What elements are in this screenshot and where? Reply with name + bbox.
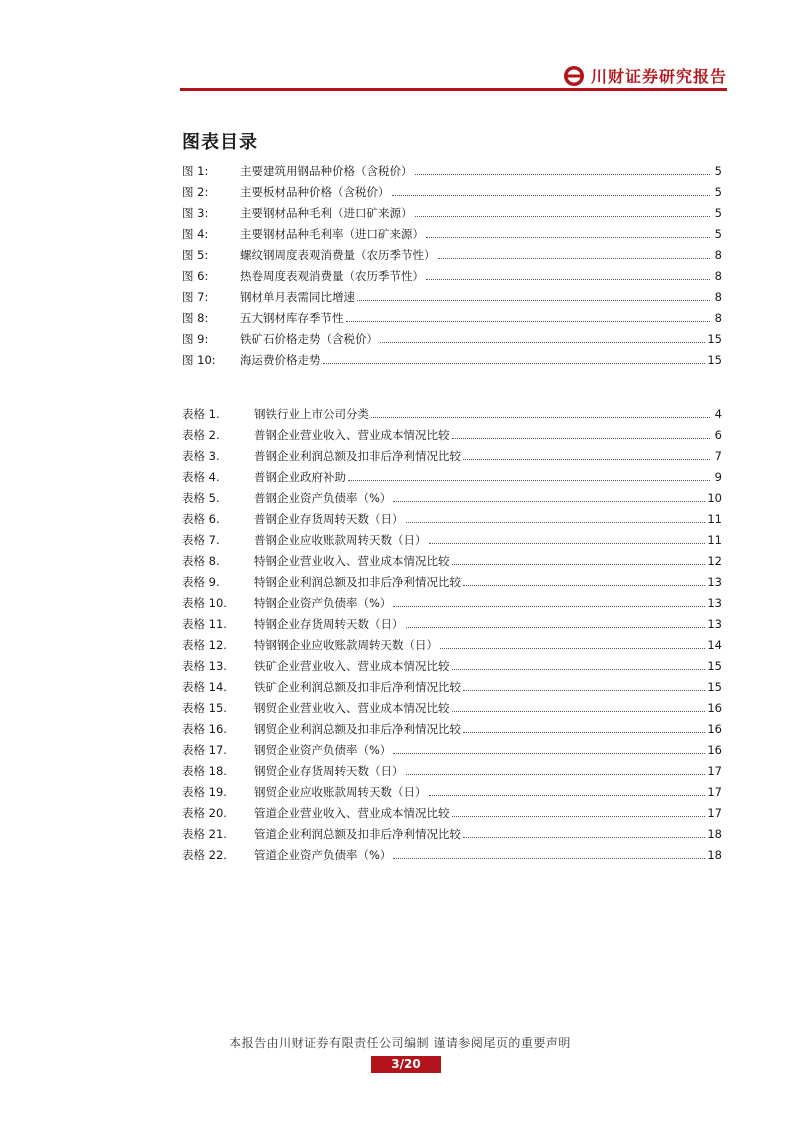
entry-page-number: 8 <box>714 310 722 325</box>
entry-label: 表格 10. <box>182 595 227 610</box>
dot-leader <box>438 258 711 259</box>
table-entry[interactable] <box>182 403 722 424</box>
entry-title: 钢贸企业存货周转天数（日） <box>254 763 404 778</box>
entry-label: 表格 8. <box>182 553 220 568</box>
dot-leader <box>348 480 710 481</box>
table-entry[interactable] <box>182 634 722 655</box>
entry-title: 钢贸企业应收账款周转天数（日） <box>254 784 427 799</box>
dot-leader <box>406 522 706 523</box>
table-entry[interactable] <box>182 676 722 697</box>
dot-leader <box>393 606 705 607</box>
entry-page-number: 10 <box>707 490 722 505</box>
table-entry[interactable] <box>182 844 722 865</box>
table-entry[interactable] <box>182 760 722 781</box>
entry-title: 普钢企业政府补助 <box>254 469 346 484</box>
figure-entry[interactable] <box>182 181 722 202</box>
dot-leader <box>393 753 705 754</box>
dot-leader <box>452 564 706 565</box>
entry-title: 热卷周度表观消费量（农历季节性） <box>240 268 424 283</box>
dot-leader <box>371 417 710 418</box>
entry-page-number: 18 <box>707 826 722 841</box>
figure-entry[interactable] <box>182 244 722 265</box>
entry-page-number: 5 <box>714 163 722 178</box>
entry-label: 图 6: <box>182 268 209 283</box>
entry-title: 普钢企业资产负债率（%） <box>254 490 392 505</box>
entry-label: 图 5: <box>182 247 209 262</box>
entry-title: 钢贸企业资产负债率（%） <box>254 742 392 757</box>
table-entry[interactable] <box>182 739 722 760</box>
entry-label: 表格 7. <box>182 532 220 547</box>
entry-label: 表格 3. <box>182 448 220 463</box>
entry-label: 表格 18. <box>182 763 227 778</box>
entry-page-number: 11 <box>707 532 722 547</box>
entry-label: 表格 14. <box>182 679 227 694</box>
dot-leader <box>415 216 711 217</box>
dot-leader <box>380 342 705 343</box>
dot-leader <box>463 585 705 586</box>
table-entry[interactable] <box>182 613 722 634</box>
entry-title: 铁矿石价格走势（含税价） <box>240 331 378 346</box>
footer-disclaimer: 本报告由川财证券有限责任公司编制 谨请参阅尾页的重要声明 <box>229 1036 571 1050</box>
dot-leader <box>392 195 711 196</box>
dot-leader <box>393 501 705 502</box>
dot-leader <box>452 816 706 817</box>
entry-title: 特钢企业资产负债率（%） <box>254 595 392 610</box>
entry-page-number: 18 <box>707 847 722 862</box>
entry-label: 表格 12. <box>182 637 227 652</box>
entry-label: 表格 13. <box>182 658 227 673</box>
table-entry[interactable] <box>182 802 722 823</box>
dot-leader <box>452 438 711 439</box>
entry-page-number: 5 <box>714 205 722 220</box>
entry-label: 表格 17. <box>182 742 227 757</box>
entry-label: 表格 1. <box>182 406 220 421</box>
dot-leader <box>463 459 710 460</box>
entry-page-number: 6 <box>714 427 722 442</box>
dot-leader <box>323 363 706 364</box>
table-entry[interactable] <box>182 550 722 571</box>
brand-name: 川财证券研究报告 <box>590 67 727 86</box>
entry-page-number: 8 <box>714 247 722 262</box>
figure-index <box>182 160 722 370</box>
dot-leader <box>440 648 705 649</box>
entry-label: 表格 9. <box>182 574 220 589</box>
entry-label: 图 3: <box>182 205 209 220</box>
dot-leader <box>406 774 706 775</box>
entry-title: 主要建筑用钢品种价格（含税价） <box>240 163 413 178</box>
dot-leader <box>415 174 711 175</box>
entry-title: 特钢企业利润总额及扣非后净利情况比较 <box>254 574 461 589</box>
table-entry[interactable] <box>182 508 722 529</box>
entry-label: 图 4: <box>182 226 209 241</box>
entry-title: 特钢钢企业应收账款周转天数（日） <box>254 637 438 652</box>
entry-title: 主要钢材品种毛利（进口矿来源） <box>240 205 413 220</box>
entry-page-number: 13 <box>707 574 722 589</box>
entry-title: 普钢企业营业收入、营业成本情况比较 <box>254 427 450 442</box>
table-entry[interactable] <box>182 655 722 676</box>
entry-title: 铁矿企业利润总额及扣非后净利情况比较 <box>254 679 461 694</box>
figure-entry[interactable] <box>182 202 722 223</box>
entry-page-number: 9 <box>714 469 722 484</box>
table-entry[interactable] <box>182 466 722 487</box>
entry-title: 铁矿企业营业收入、营业成本情况比较 <box>254 658 450 673</box>
toc-title: 图表目录 <box>182 132 258 153</box>
dot-leader <box>426 279 710 280</box>
company-logo-icon <box>563 65 585 87</box>
dot-leader <box>429 795 706 796</box>
entry-page-number: 7 <box>714 448 722 463</box>
entry-title: 主要板材品种价格（含税价） <box>240 184 390 199</box>
entry-label: 表格 11. <box>182 616 227 631</box>
entry-title: 普钢企业利润总额及扣非后净利情况比较 <box>254 448 461 463</box>
entry-title: 钢贸企业营业收入、营业成本情况比较 <box>254 700 450 715</box>
table-entry[interactable] <box>182 445 722 466</box>
dot-leader <box>346 321 711 322</box>
figure-entry[interactable] <box>182 160 722 181</box>
entry-page-number: 15 <box>707 331 722 346</box>
figure-entry[interactable] <box>182 307 722 328</box>
entry-page-number: 13 <box>707 616 722 631</box>
entry-title: 普钢企业应收账款周转天数（日） <box>254 532 427 547</box>
table-entry[interactable] <box>182 697 722 718</box>
dot-leader <box>393 858 705 859</box>
entry-label: 图 2: <box>182 184 209 199</box>
entry-label: 表格 16. <box>182 721 227 736</box>
entry-page-number: 17 <box>707 763 722 778</box>
page-number: 3/20 <box>371 1056 441 1073</box>
entry-title: 管道企业资产负债率（%） <box>254 847 392 862</box>
entry-page-number: 12 <box>707 553 722 568</box>
entry-title: 钢材单月表需同比增速 <box>240 289 355 304</box>
entry-page-number: 15 <box>707 352 722 367</box>
entry-title: 钢铁行业上市公司分类 <box>254 406 369 421</box>
entry-label: 图 1: <box>182 163 209 178</box>
header-rule <box>180 88 727 91</box>
entry-page-number: 16 <box>707 721 722 736</box>
table-entry[interactable] <box>182 529 722 550</box>
figure-entry[interactable] <box>182 286 722 307</box>
entry-page-number: 16 <box>707 700 722 715</box>
dot-leader <box>357 300 710 301</box>
figure-entry[interactable] <box>182 328 722 349</box>
entry-page-number: 11 <box>707 511 722 526</box>
entry-label: 表格 21. <box>182 826 227 841</box>
entry-label: 表格 22. <box>182 847 227 862</box>
entry-label: 表格 4. <box>182 469 220 484</box>
entry-page-number: 5 <box>714 184 722 199</box>
brand-logo <box>563 64 727 87</box>
entry-label: 图 9: <box>182 331 209 346</box>
dot-leader <box>463 837 705 838</box>
entry-title: 螺纹钢周度表观消费量（农历季节性） <box>240 247 436 262</box>
table-entry[interactable] <box>182 781 722 802</box>
entry-label: 表格 6. <box>182 511 220 526</box>
entry-title: 海运费价格走势 <box>240 352 321 367</box>
entry-title: 管道企业营业收入、营业成本情况比较 <box>254 805 450 820</box>
dot-leader <box>452 711 706 712</box>
dot-leader <box>463 732 705 733</box>
entry-label: 表格 15. <box>182 700 227 715</box>
entry-page-number: 13 <box>707 595 722 610</box>
table-entry[interactable] <box>182 571 722 592</box>
table-entry[interactable] <box>182 823 722 844</box>
entry-title: 主要钢材品种毛利率（进口矿来源） <box>240 226 424 241</box>
entry-label: 表格 5. <box>182 490 220 505</box>
entry-title: 特钢企业营业收入、营业成本情况比较 <box>254 553 450 568</box>
dot-leader <box>406 627 706 628</box>
entry-label: 表格 19. <box>182 784 227 799</box>
table-entry[interactable] <box>182 487 722 508</box>
entry-label: 图 10: <box>182 352 216 367</box>
entry-label: 表格 20. <box>182 805 227 820</box>
entry-label: 表格 2. <box>182 427 220 442</box>
entry-page-number: 17 <box>707 784 722 799</box>
table-entry[interactable] <box>182 592 722 613</box>
figure-entry[interactable] <box>182 223 722 244</box>
entry-title: 管道企业利润总额及扣非后净利情况比较 <box>254 826 461 841</box>
dot-leader <box>463 690 705 691</box>
table-index <box>182 403 722 865</box>
entry-title: 钢贸企业利润总额及扣非后净利情况比较 <box>254 721 461 736</box>
entry-title: 普钢企业存货周转天数（日） <box>254 511 404 526</box>
dot-leader <box>426 237 710 238</box>
entry-label: 图 7: <box>182 289 209 304</box>
table-entry[interactable] <box>182 718 722 739</box>
dot-leader <box>452 669 706 670</box>
entry-title: 五大钢材库存季节性 <box>240 310 344 325</box>
figure-entry[interactable] <box>182 349 722 370</box>
entry-page-number: 14 <box>707 637 722 652</box>
entry-title: 特钢企业存货周转天数（日） <box>254 616 404 631</box>
entry-page-number: 16 <box>707 742 722 757</box>
entry-page-number: 8 <box>714 289 722 304</box>
entry-page-number: 15 <box>707 658 722 673</box>
table-entry[interactable] <box>182 424 722 445</box>
entry-label: 图 8: <box>182 310 209 325</box>
figure-entry[interactable] <box>182 265 722 286</box>
dot-leader <box>429 543 706 544</box>
entry-page-number: 8 <box>714 268 722 283</box>
entry-page-number: 17 <box>707 805 722 820</box>
entry-page-number: 5 <box>714 226 722 241</box>
entry-page-number: 4 <box>714 406 722 421</box>
entry-page-number: 15 <box>707 679 722 694</box>
